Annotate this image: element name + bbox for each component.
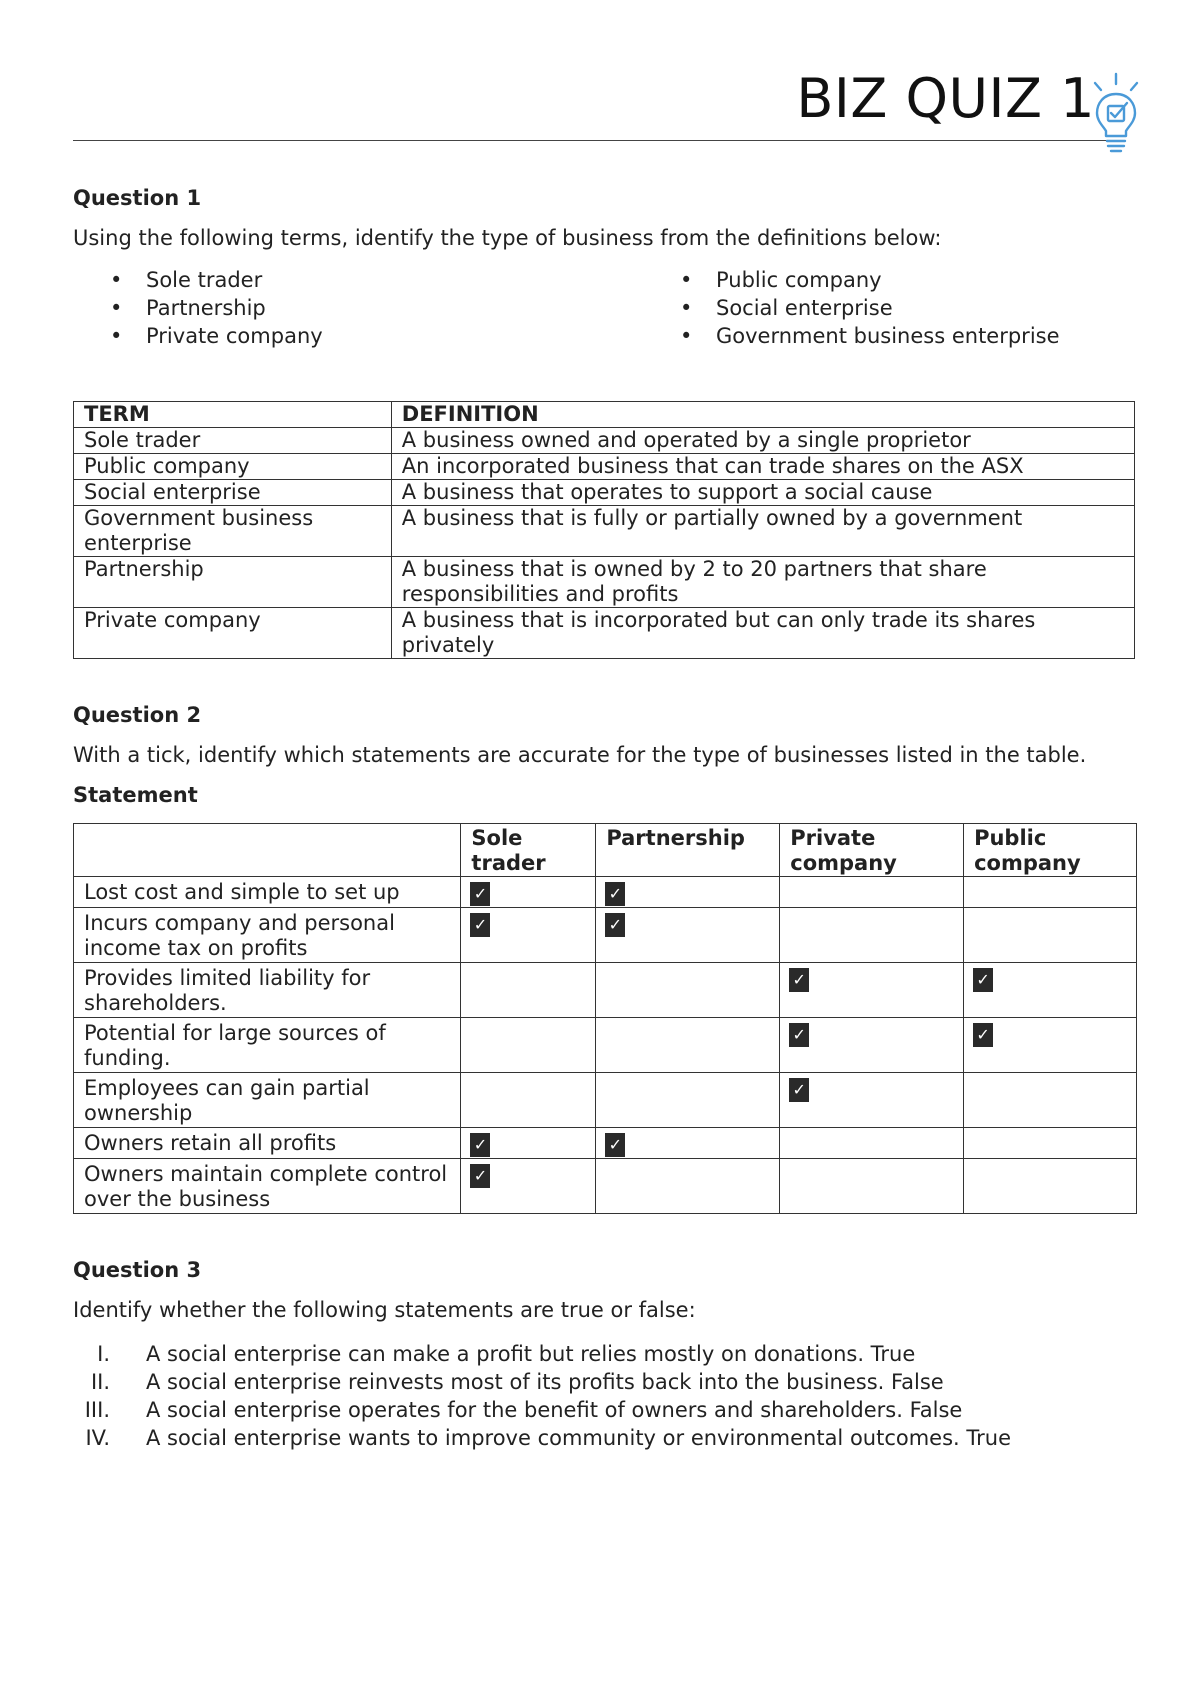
tick-cell xyxy=(780,1073,964,1128)
document-header xyxy=(73,60,1137,144)
checkmark-icon: ✓ xyxy=(470,1133,490,1157)
statement-cell: Employees can gain partial ownership xyxy=(74,1073,461,1128)
column-header-private-company: Private company xyxy=(780,824,964,877)
checkmark-icon: ✓ xyxy=(973,968,993,992)
tick-cell xyxy=(461,963,596,1018)
table-row xyxy=(74,1159,1137,1214)
checkmark-icon: ✓ xyxy=(605,913,625,937)
statement-cell: Incurs company and personal income tax on profits xyxy=(74,908,461,963)
tick-cell xyxy=(596,1128,780,1159)
table-row xyxy=(74,1073,1137,1128)
tick-cell xyxy=(780,963,964,1018)
statement-cell: Owners maintain complete control over the business xyxy=(74,1159,461,1214)
tick-cell xyxy=(964,908,1137,963)
statement-cell: Owners retain all profits xyxy=(74,1128,461,1159)
checkmark-icon: ✓ xyxy=(605,882,625,906)
list-item xyxy=(73,1424,1137,1452)
definition-cell: A business that is fully or partially owned by a government xyxy=(391,506,1134,557)
header-divider xyxy=(73,140,1111,141)
tick-cell xyxy=(461,1018,596,1073)
term-list-item: • Government business enterprise xyxy=(643,322,1060,350)
definition-cell: A business that is owned by 2 to 20 partners that share responsibilities and profits xyxy=(391,557,1134,608)
roman-numeral: IV. xyxy=(85,1426,110,1450)
column-header-statement xyxy=(74,824,461,877)
tick-cell xyxy=(780,1128,964,1159)
definition-cell: A business owned and operated by a single proprietor xyxy=(391,428,1134,454)
statement-text: A social enterprise operates for the benefit of owners and shareholders. False xyxy=(146,1398,963,1422)
column-header-public-company: Public company xyxy=(964,824,1137,877)
tick-cell xyxy=(461,1159,596,1214)
checkmark-icon: ✓ xyxy=(470,913,490,937)
tick-cell xyxy=(780,877,964,908)
statement-subheading: Statement xyxy=(73,783,198,807)
tick-cell xyxy=(964,1073,1137,1128)
term-cell: Social enterprise xyxy=(74,480,392,506)
table-row xyxy=(74,428,1135,454)
list-item xyxy=(73,1396,1137,1424)
lightbulb-check-icon xyxy=(1085,70,1147,160)
table-header-row xyxy=(74,824,1137,877)
term-cell: Partnership xyxy=(74,557,392,608)
tick-cell xyxy=(964,877,1137,908)
term-list-item: • Public company xyxy=(643,266,1060,294)
term-list-right xyxy=(643,266,1060,350)
checkmark-icon: ✓ xyxy=(789,968,809,992)
checkmark-icon: ✓ xyxy=(973,1023,993,1047)
table-row xyxy=(74,506,1135,557)
table-row xyxy=(74,608,1135,659)
tick-cell xyxy=(964,1159,1137,1214)
tick-cell xyxy=(596,877,780,908)
term-list-item: • Social enterprise xyxy=(643,294,1060,322)
tick-cell xyxy=(596,963,780,1018)
question-3-heading: Question 3 xyxy=(73,1258,202,1282)
document-title: BIZ QUIZ 1 xyxy=(796,67,1095,130)
tick-cell xyxy=(596,1018,780,1073)
statement-tick-table xyxy=(73,823,1137,1214)
table-row xyxy=(74,908,1137,963)
term-cell: Government business enterprise xyxy=(74,506,392,557)
term-cell: Public company xyxy=(74,454,392,480)
question-1-heading: Question 1 xyxy=(73,186,202,210)
tick-cell xyxy=(780,908,964,963)
table-row xyxy=(74,454,1135,480)
statement-text: A social enterprise wants to improve community or environmental outcomes. True xyxy=(146,1426,1011,1450)
checkmark-icon: ✓ xyxy=(789,1023,809,1047)
roman-numeral: II. xyxy=(90,1370,110,1394)
question-3-instruction: Identify whether the following statements are true or false: xyxy=(73,1298,696,1322)
true-false-list xyxy=(73,1340,1137,1452)
definition-cell: A business that operates to support a social cause xyxy=(391,480,1134,506)
table-row xyxy=(74,963,1137,1018)
term-definition-table xyxy=(73,401,1135,659)
term-list-left xyxy=(73,266,323,350)
table-row xyxy=(74,557,1135,608)
tick-cell xyxy=(780,1159,964,1214)
tick-cell xyxy=(461,1128,596,1159)
roman-numeral: I. xyxy=(97,1342,110,1366)
statement-text: A social enterprise reinvests most of its profits back into the business. False xyxy=(146,1370,944,1394)
tick-cell xyxy=(780,1018,964,1073)
checkmark-icon: ✓ xyxy=(605,1133,625,1157)
column-header-definition: DEFINITION xyxy=(391,402,1134,428)
statement-cell: Provides limited liability for shareholders. xyxy=(74,963,461,1018)
term-cell: Sole trader xyxy=(74,428,392,454)
definition-cell: A business that is incorporated but can only trade its shares privately xyxy=(391,608,1134,659)
tick-cell xyxy=(964,963,1137,1018)
tick-cell xyxy=(964,1018,1137,1073)
statement-cell: Potential for large sources of funding. xyxy=(74,1018,461,1073)
checkmark-icon: ✓ xyxy=(470,882,490,906)
statement-cell: Lost cost and simple to set up xyxy=(74,877,461,908)
term-bullet-lists xyxy=(73,266,1137,350)
checkmark-icon: ✓ xyxy=(470,1164,490,1188)
table-row xyxy=(74,1018,1137,1073)
tick-cell xyxy=(461,877,596,908)
statement-rows xyxy=(74,877,1137,1214)
term-list-item: • Sole trader xyxy=(73,266,323,294)
table-row xyxy=(74,1128,1137,1159)
roman-numeral: III. xyxy=(84,1398,110,1422)
column-header-term: TERM xyxy=(74,402,392,428)
tick-cell xyxy=(461,908,596,963)
column-header-partnership: Partnership xyxy=(596,824,780,877)
table-row xyxy=(74,877,1137,908)
tick-cell xyxy=(596,908,780,963)
question-2-instruction: With a tick, identify which statements are accurate for the type of businesses listed in the table. xyxy=(73,743,1087,767)
tick-cell xyxy=(964,1128,1137,1159)
term-list-item: • Private company xyxy=(73,322,323,350)
term-cell: Private company xyxy=(74,608,392,659)
tick-cell xyxy=(596,1159,780,1214)
term-list-item: • Partnership xyxy=(73,294,323,322)
table-header-row xyxy=(74,402,1135,428)
column-header-sole-trader: Sole trader xyxy=(461,824,596,877)
list-item xyxy=(73,1368,1137,1396)
statement-text: A social enterprise can make a profit but relies mostly on donations. True xyxy=(146,1342,916,1366)
question-2-heading: Question 2 xyxy=(73,703,202,727)
checkmark-icon: ✓ xyxy=(789,1078,809,1102)
definition-cell: An incorporated business that can trade shares on the ASX xyxy=(391,454,1134,480)
tick-cell xyxy=(461,1073,596,1128)
question-1-instruction: Using the following terms, identify the type of business from the definitions below: xyxy=(73,226,942,250)
tick-cell xyxy=(596,1073,780,1128)
document-page xyxy=(73,60,1137,1452)
table-row xyxy=(74,480,1135,506)
list-item xyxy=(73,1340,1137,1368)
